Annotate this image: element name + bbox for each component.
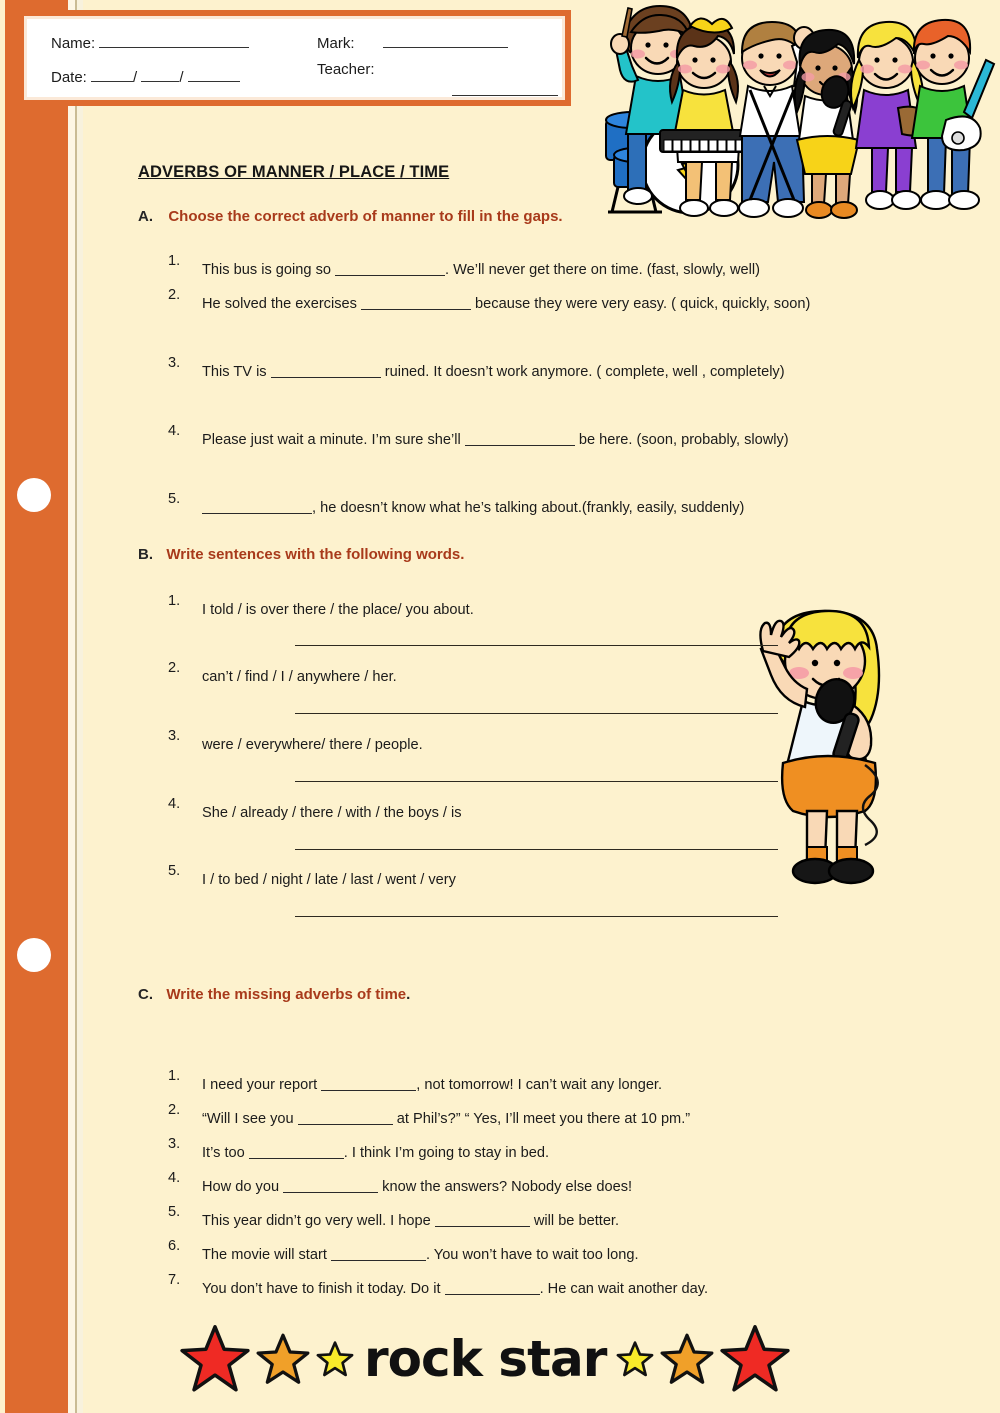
a-item-1-number: 1.: [168, 253, 181, 269]
c-item-2-before: “Will I see you: [202, 1111, 298, 1127]
b-item-4-number: 4.: [168, 796, 181, 812]
star-icon-orange-right: [660, 1332, 714, 1386]
c-item-4: [202, 1170, 942, 1204]
a-item-5-after: , he doesn’t know what he’s talking about.(frankly, easily, suddenly): [312, 500, 745, 516]
date-sep-1: /: [133, 69, 138, 86]
page-title: ADVERBS OF MANNER / PLACE / TIME: [138, 163, 450, 181]
b-item-4: She / already / there / with / the boys / is: [202, 805, 462, 821]
a-item-1-after: . We’ll never get there on time. (fast, slowly, well): [445, 262, 761, 278]
b-item-5-number: 5.: [168, 863, 181, 879]
section-c-instruction: Write the missing adverbs of time: [166, 986, 407, 1003]
rock-star-text: rock star: [364, 1330, 607, 1388]
page-edge-highlight: [68, 0, 75, 1413]
worksheet-content: [90, 0, 970, 1413]
a-item-2-number: 2.: [168, 287, 181, 303]
c-item-1-blank[interactable]: [321, 1090, 416, 1091]
b-item-3-number: 3.: [168, 728, 181, 744]
section-a-letter: A.: [138, 208, 153, 225]
c-item-5-number: 5.: [168, 1204, 181, 1220]
name-label: Name:: [51, 35, 96, 52]
c-item-3-before: It’s too: [202, 1145, 249, 1161]
section-a-instruction: Choose the correct adverb of manner to fill in the gaps.: [168, 208, 563, 225]
section-b-letter: B.: [138, 546, 153, 563]
a-item-3: [202, 355, 902, 389]
section-c-letter: C.: [138, 986, 153, 1003]
b-item-5: I / to bed / night / late / last / went / very: [202, 872, 456, 888]
c-item-3: [202, 1136, 942, 1170]
c-item-7-blank[interactable]: [445, 1294, 540, 1295]
c-item-5-before: This year didn’t go very well. I hope: [202, 1213, 435, 1229]
binder-hole-top: [17, 478, 51, 512]
b-item-2-answer-line[interactable]: [295, 713, 778, 714]
star-icon-yellow-right: [616, 1340, 654, 1378]
a-item-5-number: 5.: [168, 491, 181, 507]
a-item-2-after: because they were very easy. ( quick, quickly, soon): [471, 296, 811, 312]
b-item-2-number: 2.: [168, 660, 181, 676]
star-icon-yellow-left: [316, 1340, 354, 1378]
section-c-heading: [138, 986, 410, 1003]
c-item-4-after: know the answers? Nobody else does!: [378, 1179, 633, 1195]
c-item-7-after: . He can wait another day.: [539, 1281, 709, 1297]
c-item-1-before: I need your report: [202, 1077, 322, 1093]
b-item-1-answer-line[interactable]: [295, 645, 778, 646]
a-item-3-after: ruined. It doesn’t work anymore. ( complete, well , completely): [380, 364, 785, 380]
a-item-5: [202, 491, 942, 525]
c-item-4-before: How do you: [202, 1179, 284, 1195]
section-c-instruction-period: .: [406, 986, 411, 1003]
b-item-4-answer-line[interactable]: [295, 849, 778, 850]
c-item-3-blank[interactable]: [249, 1158, 344, 1159]
section-b-instruction: Write sentences with the following words.: [166, 546, 465, 563]
a-item-1-blank[interactable]: [335, 275, 445, 276]
mark-label: Mark:: [317, 35, 355, 52]
a-item-4-before: Please just wait a minute. I’m sure she’ll: [202, 432, 465, 448]
c-item-6-after: . You won’t have to wait too long.: [425, 1247, 639, 1263]
binder-strip: [5, 0, 68, 1413]
c-item-3-after: . I think I’m going to stay in bed.: [343, 1145, 550, 1161]
star-icon-red-right: [720, 1324, 790, 1394]
c-item-7-number: 7.: [168, 1272, 181, 1288]
c-item-5: [202, 1204, 942, 1238]
c-item-2-after: at Phil’s?” “ Yes, I’ll meet you there at 10 pm.”: [392, 1111, 691, 1127]
b-item-1-number: 1.: [168, 593, 181, 609]
c-item-6-blank[interactable]: [331, 1260, 426, 1261]
a-item-3-blank[interactable]: [271, 377, 381, 378]
c-item-1-after: , not tomorrow! I can’t wait any longer.: [416, 1077, 663, 1093]
a-item-4-number: 4.: [168, 423, 181, 439]
c-item-6: [202, 1238, 942, 1272]
date-sep-2: /: [179, 69, 184, 86]
a-item-2: [202, 287, 902, 321]
a-item-4-after: be here. (soon, probably, slowly): [574, 432, 789, 448]
a-item-3-number: 3.: [168, 355, 181, 371]
b-item-3-answer-line[interactable]: [295, 781, 778, 782]
c-item-6-before: The movie will start: [202, 1247, 331, 1263]
c-item-4-blank[interactable]: [283, 1192, 378, 1193]
page-edge-highlight-2: [77, 0, 83, 1413]
c-item-2: [202, 1102, 962, 1136]
b-item-2: can’t / find / I / anywhere / her.: [202, 669, 397, 685]
c-item-7: [202, 1272, 962, 1306]
a-item-3-before: This TV is: [202, 364, 271, 380]
teacher-label: Teacher:: [317, 61, 375, 78]
c-item-7-before: You don’t have to finish it today. Do it: [202, 1281, 445, 1297]
a-item-4-blank[interactable]: [465, 445, 575, 446]
c-item-2-number: 2.: [168, 1102, 181, 1118]
c-item-6-number: 6.: [168, 1238, 181, 1254]
b-item-3: were / everywhere/ there / people.: [202, 737, 423, 753]
rock-star-footer: [180, 1316, 800, 1402]
star-icon-orange-left: [256, 1332, 310, 1386]
c-item-1: [202, 1068, 942, 1102]
c-item-1-number: 1.: [168, 1068, 181, 1084]
c-item-4-number: 4.: [168, 1170, 181, 1186]
a-item-5-blank[interactable]: [202, 513, 312, 514]
date-label: Date:: [51, 69, 87, 86]
b-item-1: I told / is over there / the place/ you about.: [202, 602, 474, 618]
a-item-1: [202, 253, 902, 287]
c-item-5-blank[interactable]: [435, 1226, 530, 1227]
a-item-2-blank[interactable]: [361, 309, 471, 310]
a-item-2-before: He solved the exercises: [202, 296, 361, 312]
star-icon-red-left: [180, 1324, 250, 1394]
b-item-5-answer-line[interactable]: [295, 916, 778, 917]
a-item-1-before: This bus is going so: [202, 262, 336, 278]
a-item-4: [202, 423, 902, 457]
section-b-heading: [138, 546, 464, 563]
c-item-5-after: will be better.: [529, 1213, 620, 1229]
c-item-2-blank[interactable]: [298, 1124, 393, 1125]
c-item-3-number: 3.: [168, 1136, 181, 1152]
binder-hole-bottom: [17, 938, 51, 972]
section-a-heading: [138, 208, 563, 225]
